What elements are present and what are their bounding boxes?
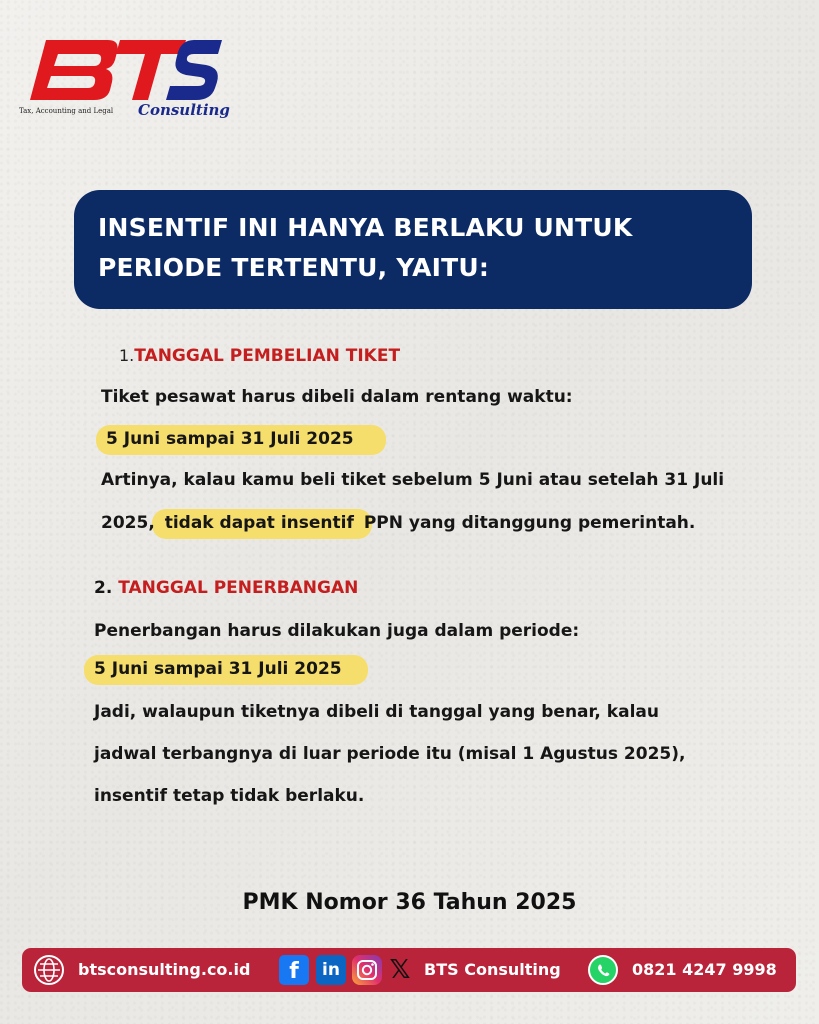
facebook-icon[interactable]: f bbox=[279, 955, 309, 985]
x-icon[interactable]: 𝕏 bbox=[389, 955, 411, 985]
logo-tagline: Tax, Accounting and Legal bbox=[19, 107, 114, 115]
social-account-name[interactable]: BTS Consulting bbox=[424, 960, 561, 979]
title-banner bbox=[74, 190, 752, 309]
section-2-heading: TANGGAL PENERBANGAN bbox=[118, 578, 359, 598]
section-1-body-post: PPN yang ditanggung pemerintah. bbox=[363, 513, 696, 533]
section-1-number: 1. bbox=[119, 346, 135, 365]
banner-line-1: INSENTIF INI HANYA BERLAKU UNTUK bbox=[98, 213, 633, 242]
section-1-intro: Tiket pesawat harus dibeli dalam rentang waktu: bbox=[101, 387, 573, 407]
footer-bar bbox=[22, 948, 796, 992]
section-2-body-line-2: jadwal terbangnya di luar periode itu (misal 1 Agustus 2025), bbox=[94, 744, 686, 764]
section-1-body-line-2 bbox=[101, 513, 695, 533]
instagram-icon[interactable] bbox=[352, 955, 382, 985]
logo-consulting: Consulting bbox=[138, 101, 230, 119]
phone-number[interactable]: 0821 4247 9998 bbox=[632, 960, 777, 979]
section-1-body-pre: 2025, bbox=[101, 513, 155, 533]
banner-line-2: PERIODE TERTENTU, YAITU: bbox=[98, 253, 490, 282]
section-2-number: 2. bbox=[94, 578, 113, 598]
section-2-heading-row bbox=[94, 578, 358, 598]
section-1-heading-row bbox=[119, 346, 400, 366]
section-2-intro: Penerbangan harus dilakukan juga dalam periode: bbox=[94, 621, 580, 641]
section-1-heading: TANGGAL PEMBELIAN TIKET bbox=[134, 346, 401, 366]
linkedin-icon[interactable]: in bbox=[316, 955, 346, 985]
section-2-body-line-1: Jadi, walaupun tiketnya dibeli di tanggal yang benar, kalau bbox=[94, 702, 659, 722]
globe-icon bbox=[34, 955, 64, 985]
whatsapp-icon[interactable] bbox=[588, 955, 618, 985]
section-2-body-line-3: insentif tetap tidak berlaku. bbox=[94, 786, 365, 806]
section-1-date-range: 5 Juni sampai 31 Juli 2025 bbox=[106, 429, 354, 449]
section-2-date-range: 5 Juni sampai 31 Juli 2025 bbox=[94, 659, 342, 679]
section-1-body-highlight: tidak dapat insentif bbox=[164, 513, 354, 533]
regulation-reference: PMK Nomor 36 Tahun 2025 bbox=[242, 890, 577, 915]
website-link[interactable]: btsconsulting.co.id bbox=[78, 960, 251, 979]
section-1-body-line-1: Artinya, kalau kamu beli tiket sebelum 5 Juni atau setelah 31 Juli bbox=[101, 470, 725, 490]
